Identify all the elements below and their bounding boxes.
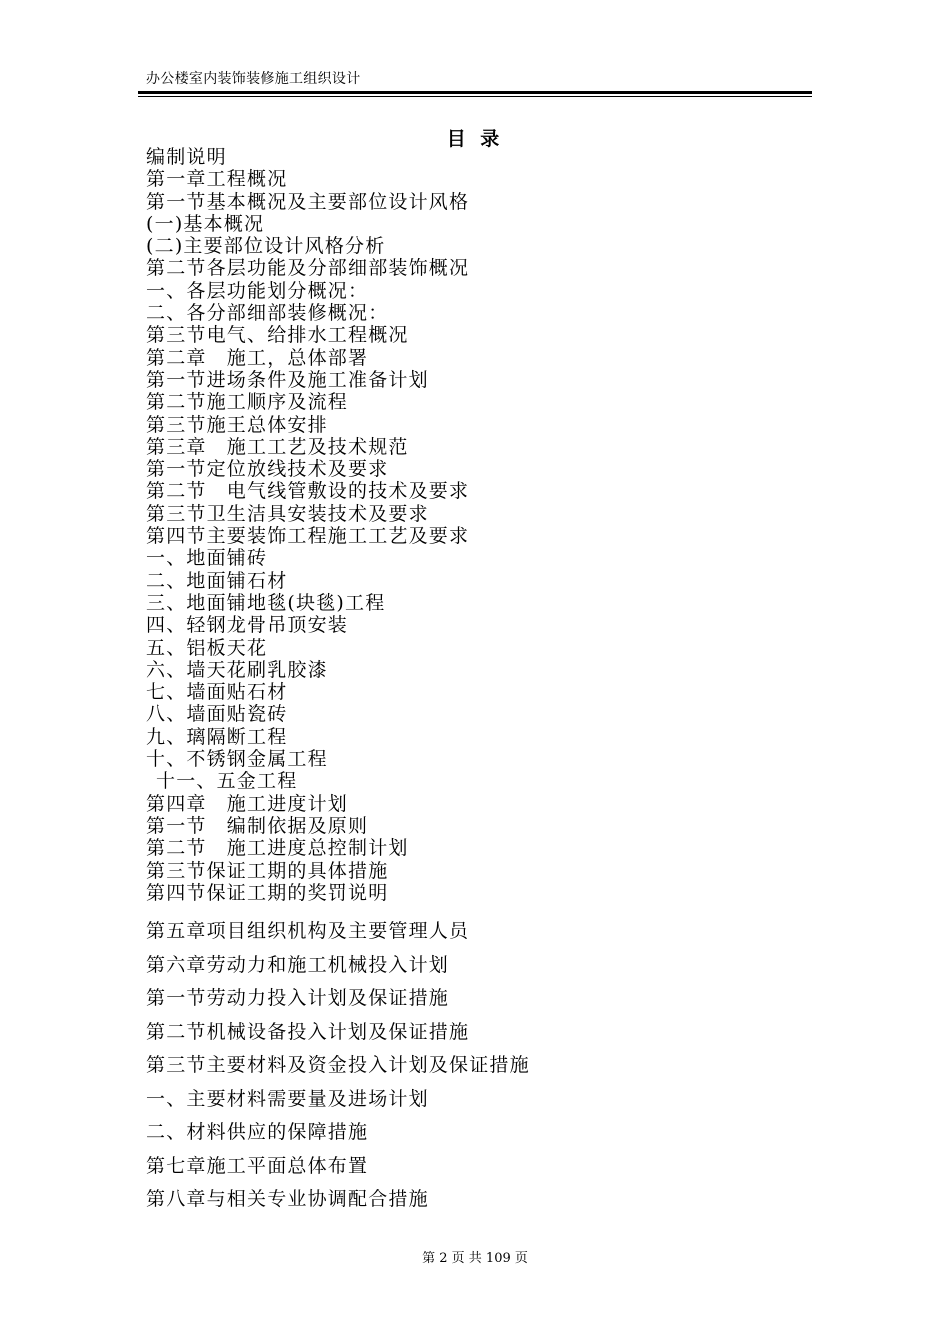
toc-item: 第一节劳动力投入计划及保证措施 — [146, 987, 450, 1009]
toc-item: 四、轻钢龙骨吊顶安装 — [146, 614, 349, 637]
toc-item: 二、地面铺石材 — [146, 569, 288, 592]
toc-list-dense — [146, 146, 826, 904]
header-title: 办公楼室内装饰装修施工组织设计 — [146, 71, 361, 87]
toc-item: 第四节保证工期的奖罚说明 — [146, 881, 389, 904]
toc-item: 第一节进场条件及施工准备计划 — [146, 368, 429, 391]
toc-item: 第七章施工平面总体布置 — [146, 1154, 369, 1177]
toc-item: 第五章项目组织机构及主要管理人员 — [146, 920, 470, 942]
toc-item: 第四章 施工进度计划 — [146, 792, 349, 815]
toc-item: 第三节卫生洁具安装技术及要求 — [146, 502, 429, 525]
toc-item: 一、地面铺砖 — [146, 547, 268, 570]
toc-item: 第六章劳动力和施工机械投入计划 — [146, 953, 450, 976]
toc-item: 第二节 电气线管敷设的技术及要求 — [146, 480, 470, 503]
toc-item: 第三节施王总体安排 — [146, 413, 328, 436]
toc-item: 第一章工程概况 — [146, 168, 288, 191]
page-footer: 第 2 页 共 109 页 — [422, 1251, 528, 1266]
toc-item: 第三节主要材料及资金投入计划及保证措施 — [146, 1054, 530, 1076]
toc-item: 五、铝板天花 — [146, 636, 268, 659]
toc-item: 第二节 施工进度总控制计划 — [146, 837, 409, 860]
toc-item: 七、墙面贴石材 — [146, 681, 288, 704]
toc-item: 八、墙面贴瓷砖 — [146, 703, 288, 726]
toc-item: 一、各层功能划分概况： — [146, 279, 369, 302]
toc-item: 一、主要材料需要量及进场计划 — [146, 1087, 429, 1110]
toc-item: 第三章 施工工艺及技术规范 — [146, 435, 409, 458]
toc-item: 三、地面铺地毯(块毯)工程 — [146, 591, 386, 614]
toc-item: 第一节 编制依据及原则 — [146, 814, 369, 837]
toc-item: (一)基本概况 — [146, 212, 265, 235]
toc-item: 二、材料供应的保障措施 — [146, 1121, 369, 1143]
toc-item: 第一节定位放线技术及要求 — [146, 458, 389, 481]
toc-item: 第三节保证工期的具体措施 — [146, 859, 389, 882]
toc-item: 第三节电气、给排水工程概况 — [146, 324, 409, 347]
toc-item: 第二节各层功能及分部细部装饰概况 — [146, 257, 470, 280]
toc-list-spaced — [146, 915, 826, 1217]
toc-item: 十一、五金工程 — [156, 770, 298, 793]
toc-item: 十、不锈钢金属工程 — [146, 748, 328, 771]
toc-item: 编制说明 — [146, 146, 227, 168]
toc-title: 目 录 — [446, 128, 504, 150]
header-rule-thick — [138, 91, 812, 94]
toc-item: 第二节机械设备投入计划及保证措施 — [146, 1020, 470, 1043]
toc-item: 第二章 施工，总体部署 — [146, 346, 369, 369]
toc-item: 第八章与相关专业协调配合措施 — [146, 1188, 429, 1210]
toc-item: 二、各分部细部装修概况： — [146, 302, 389, 325]
toc-item: 第一节基本概况及主要部位设计风格 — [146, 190, 470, 213]
toc-item: 第二节施工顺序及流程 — [146, 391, 349, 414]
toc-item: 六、墙天花刷乳胶漆 — [146, 658, 328, 681]
toc-item: (二)主要部位设计风格分析 — [146, 235, 386, 258]
toc-item: 九、璃隔断工程 — [146, 725, 288, 748]
toc-item: 第四节主要装饰工程施工工艺及要求 — [146, 525, 470, 548]
header-rule-thin — [138, 96, 812, 97]
